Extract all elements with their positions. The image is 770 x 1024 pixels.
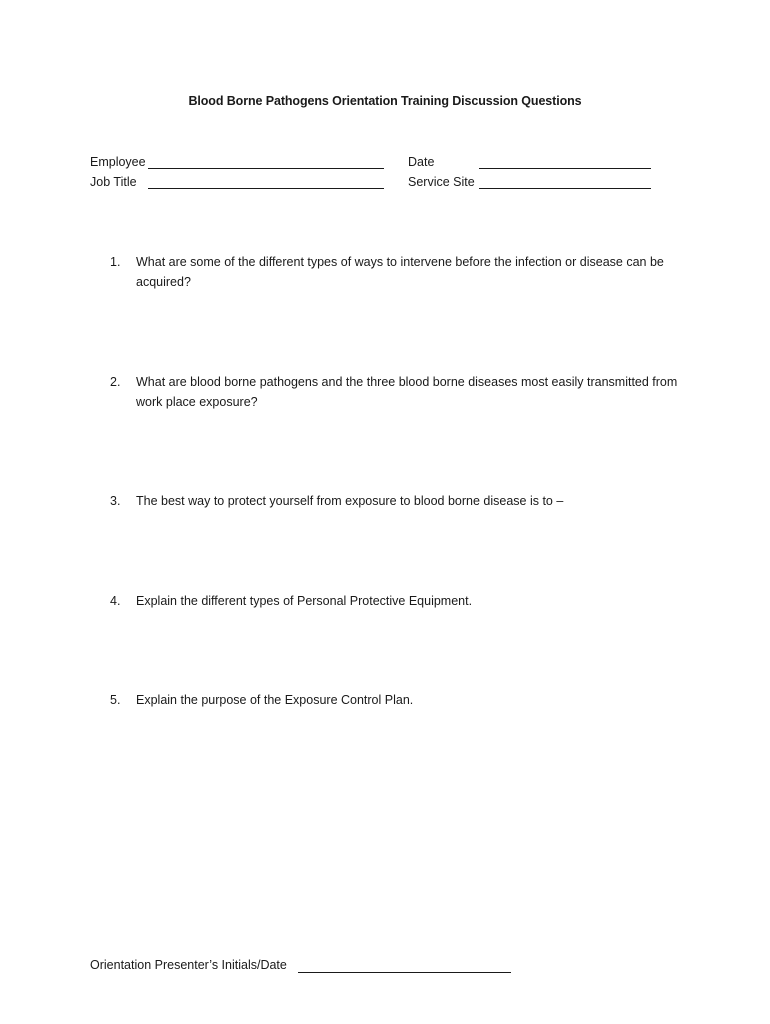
question-number: 5. (110, 693, 121, 707)
job-title-field[interactable] (148, 188, 384, 189)
question-text: What are some of the different types of ways to intervene before the infection or disease can be acquired? (136, 255, 664, 289)
employee-field[interactable] (148, 168, 384, 169)
date-field[interactable] (479, 168, 651, 169)
question-number: 3. (110, 494, 121, 508)
presenter-initials-label: Orientation Presenter’s Initials/Date (90, 958, 287, 972)
job-title-label: Job Title (90, 175, 137, 189)
question-4 (110, 591, 680, 613)
service-site-label: Service Site (408, 175, 475, 189)
presenter-initials-field[interactable] (298, 972, 511, 973)
page-title: Blood Borne Pathogens Orientation Training Discussion Questions (188, 94, 582, 108)
question-number: 4. (110, 594, 121, 608)
question-number: 1. (110, 255, 121, 269)
question-number: 2. (110, 375, 121, 389)
question-text: Explain the purpose of the Exposure Control Plan. (136, 693, 414, 707)
question-text: Explain the different types of Personal Protective Equipment. (136, 594, 473, 608)
employee-label: Employee (90, 155, 146, 169)
date-label: Date (408, 155, 435, 169)
service-site-field[interactable] (479, 188, 651, 189)
question-text: The best way to protect yourself from exposure to blood borne disease is to – (136, 494, 564, 508)
question-text: What are blood borne pathogens and the three blood borne diseases most easily transmitted from work place exposure? (136, 375, 678, 409)
question-3 (110, 491, 680, 513)
question-2 (110, 372, 680, 416)
question-5 (110, 690, 680, 712)
question-1 (110, 252, 680, 296)
